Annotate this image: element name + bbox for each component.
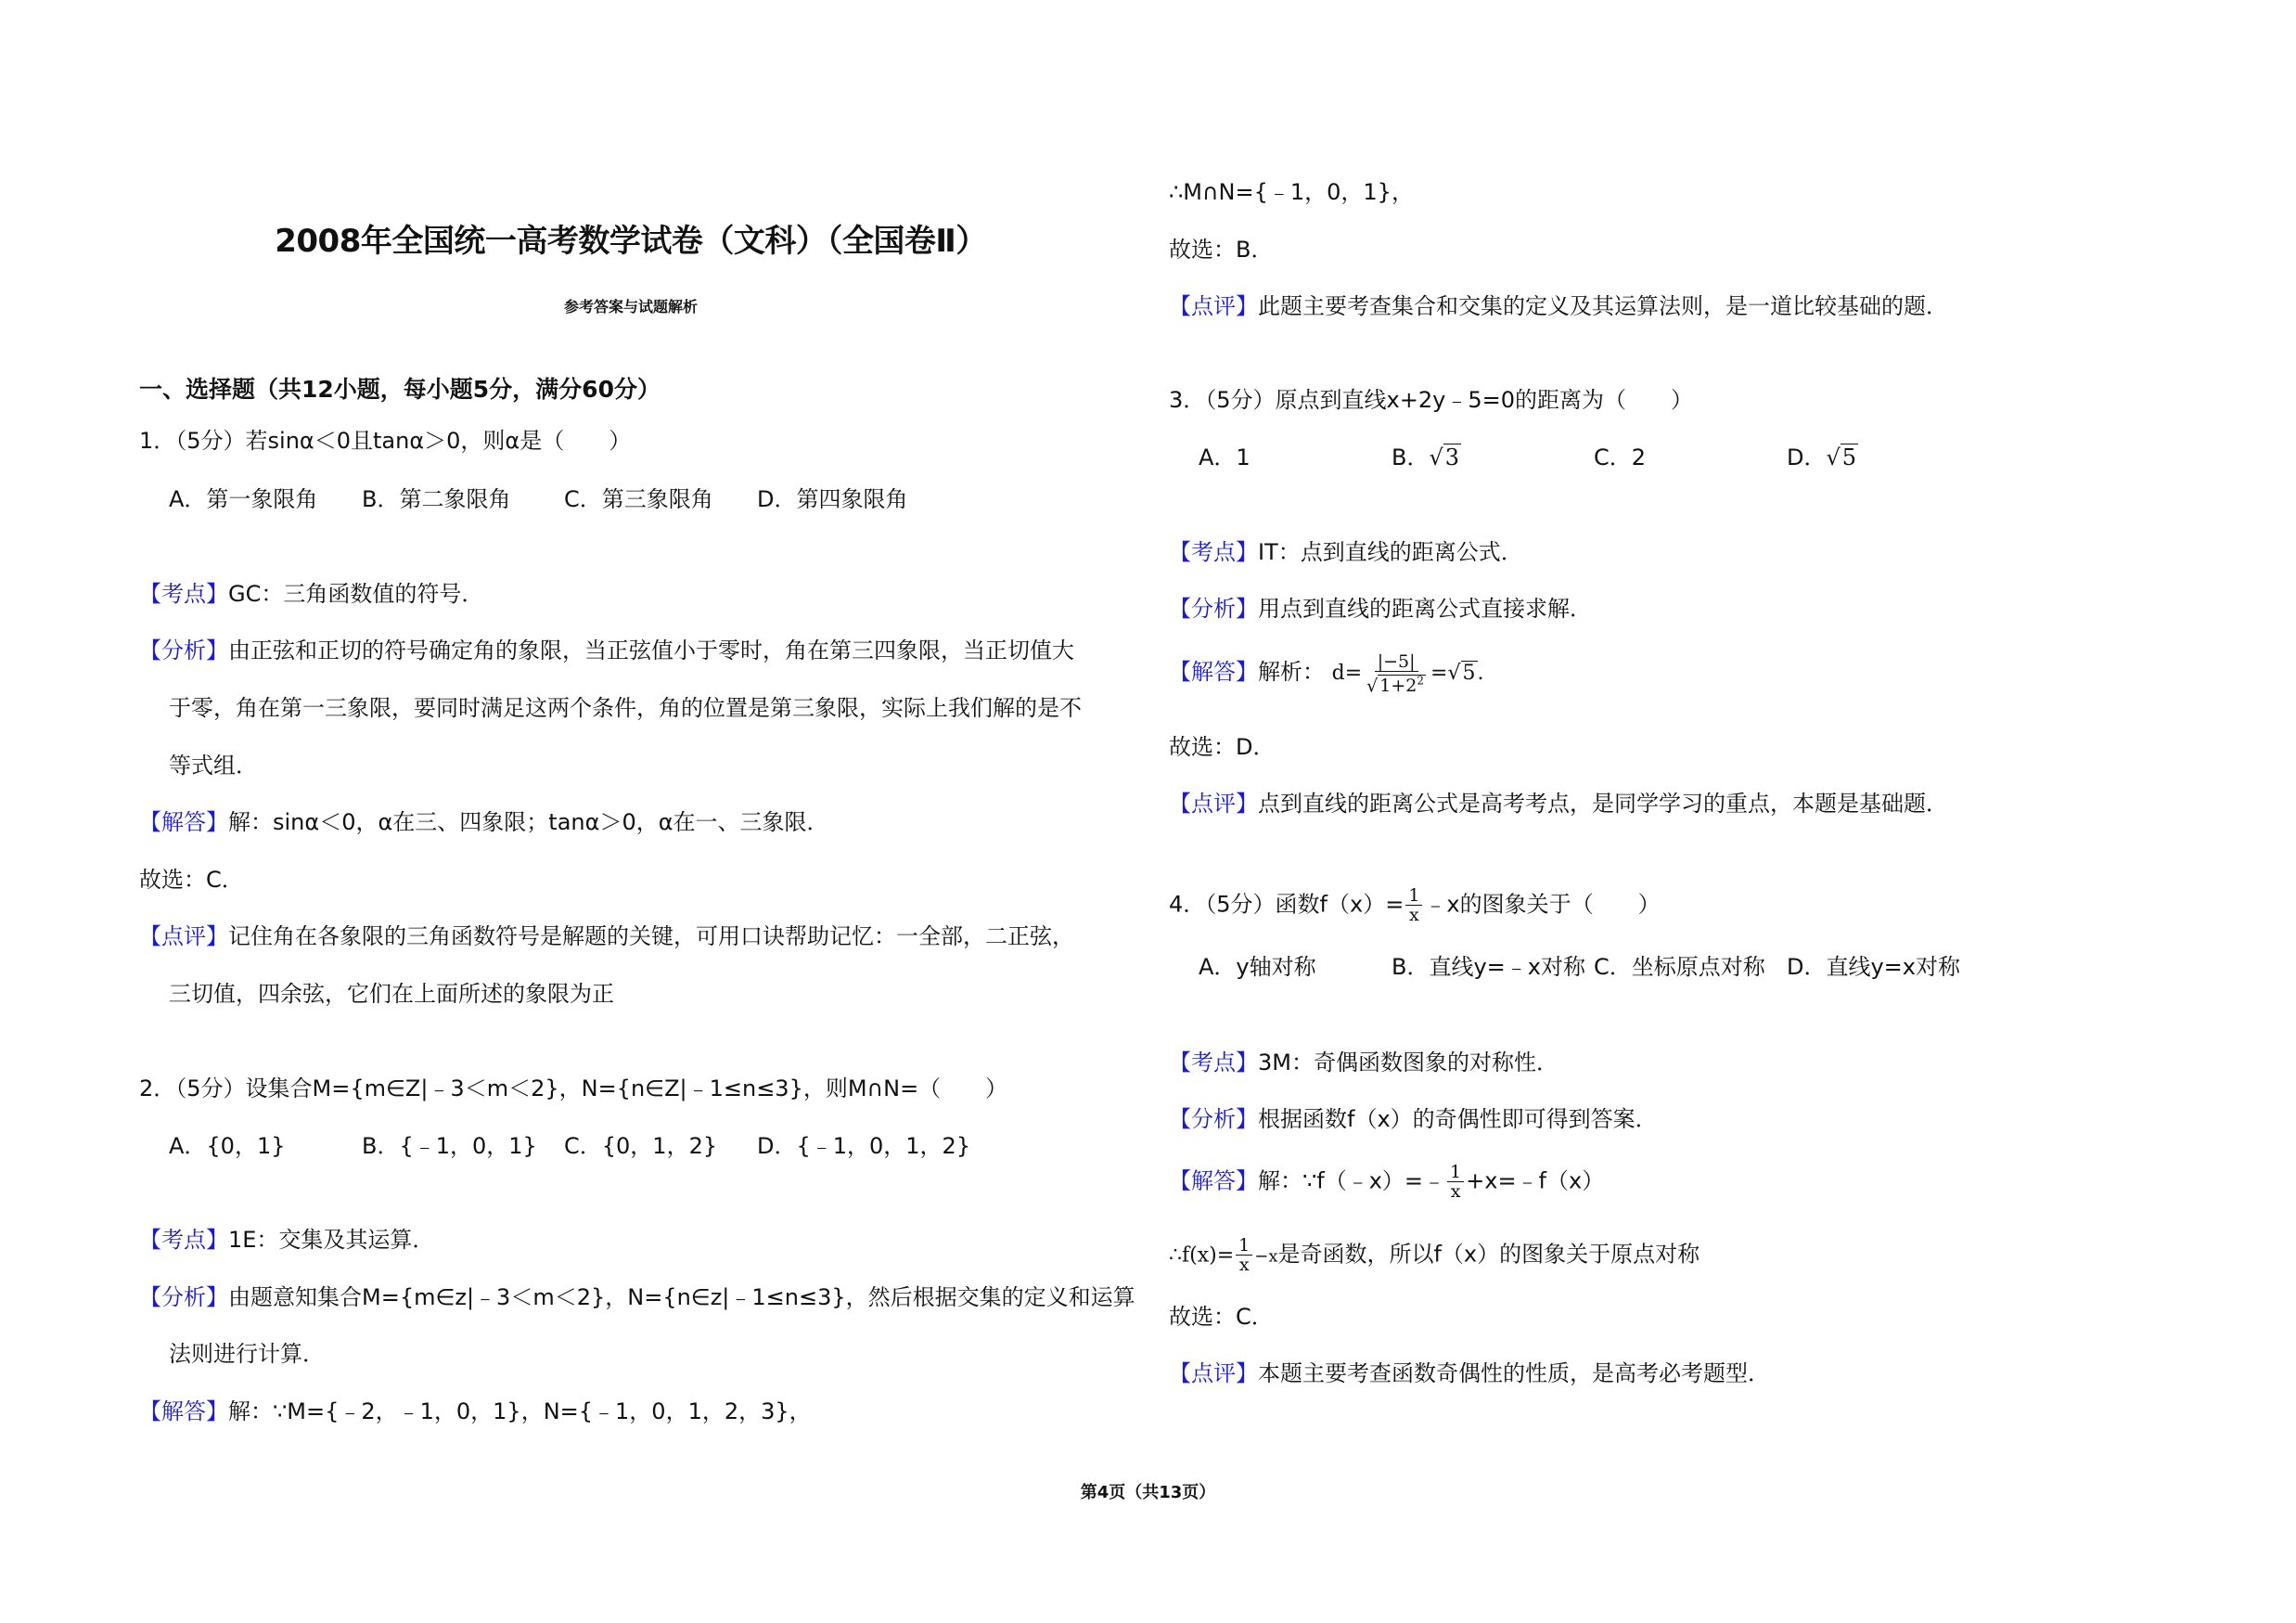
option-a: A．第一象限角 <box>169 486 318 512</box>
option-a: A．y轴对称 <box>1199 954 1316 980</box>
kaodian-label: 【考点】 <box>139 581 228 607</box>
option-a: A．{0，1} <box>169 1133 286 1159</box>
fenxi-text: 用点到直线的距离公式直接求解． <box>1258 596 1592 622</box>
fenxi-label: 【分析】 <box>1169 596 1258 622</box>
kaodian-text: 1E：交集及其运算． <box>228 1227 435 1253</box>
option-b: B．{﹣1，0，1} <box>362 1133 537 1159</box>
q1-answer: 故选：C． <box>139 867 244 893</box>
kaodian-label: 【考点】 <box>139 1227 228 1253</box>
fenxi-label: 【分析】 <box>139 638 228 663</box>
document-subtitle: 参考答案与试题解析 <box>563 298 698 316</box>
option-b: B．直线y=﹣x对称 <box>1392 954 1585 980</box>
fraction: $\frac{|-5|}{√ 1+2^2}$ <box>1366 651 1425 697</box>
fenxi-text: 由题意知集合M={m∈z|﹣3＜m＜2}，N={n∈z|﹣1≤n≤3}，然后根据交集的定义和运算 <box>228 1284 1135 1310</box>
dianping-label: 【点评】 <box>1169 791 1258 817</box>
section-heading: 一、选择题（共12小题，每小题5分，满分60分） <box>139 376 661 403</box>
q1-fenxi <box>139 637 1074 664</box>
q2-fenxi <box>139 1283 1135 1311</box>
fenxi-label: 【分析】 <box>1169 1106 1258 1132</box>
q4-answer: 故选：C． <box>1169 1304 1274 1330</box>
page-number: 第4页（共13页） <box>1080 1483 1216 1502</box>
jieda-text: 解：sinα＜0，α在三、四象限；tanα＞0，α在一、三象限． <box>228 809 829 835</box>
jieda-text: 解：∵M={﹣2，﹣1，0，1}，N={﹣1，0，1，2，3}， <box>228 1398 812 1424</box>
q1-jieda <box>139 808 829 836</box>
q1-dianping-cont: 三切值，四余弦，它们在上面所述的象限为正 <box>169 981 614 1007</box>
option-b: B．第二象限角 <box>362 486 511 512</box>
q4-conclusion: ∴f(x)= $\frac{1}{x}$ −x是奇函数，所以f（x）的图象关于原点对称 <box>1169 1235 1700 1275</box>
option-b: B．√3 <box>1392 444 1460 470</box>
fenxi-text: 根据函数f（x）的奇偶性即可得到答案． <box>1258 1106 1658 1132</box>
dianping-text: 此题主要考查集合和交集的定义及其运算法则，是一道比较基础的题． <box>1258 293 1948 319</box>
q4-dianping <box>1169 1359 1770 1387</box>
dianping-label: 【点评】 <box>1169 1360 1258 1386</box>
kaodian-label: 【考点】 <box>1169 1050 1258 1076</box>
q2-fenxi-cont: 法则进行计算． <box>169 1341 325 1367</box>
q1-fenxi-cont-2: 等式组． <box>169 753 258 779</box>
dianping-label: 【点评】 <box>139 923 228 949</box>
q2-jieda <box>139 1398 812 1425</box>
fraction: $\frac{1}{x}$ <box>1447 1163 1464 1201</box>
q1-kaodian <box>139 580 483 608</box>
dianping-text: 点到直线的距离公式是高考考点，是同学学习的重点，本题是基础题． <box>1258 791 1948 817</box>
q2-jieda-cont: ∴M∩N={﹣1，0，1}， <box>1169 179 1414 205</box>
q3-kaodian <box>1169 538 1523 566</box>
question-3-stem: 3．（5分）原点到直线x+2y﹣5=0的距离为（ ） <box>1169 387 1693 413</box>
fraction: $\frac{1}{x}$ <box>1236 1236 1252 1274</box>
option-d: D．√5 <box>1787 444 1857 470</box>
jieda-label: 【解答】 <box>1169 659 1258 686</box>
option-d: D．第四象限角 <box>757 486 908 512</box>
question-1-stem: 1．（5分）若sinα＜0且tanα＞0，则α是（ ） <box>139 428 632 454</box>
q3-answer: 故选：D． <box>1169 734 1276 760</box>
option-c: C．坐标原点对称 <box>1594 954 1765 980</box>
sqrt-icon: √5 <box>1826 444 1857 470</box>
jieda-label: 【解答】 <box>139 809 228 835</box>
q1-fenxi-cont-1: 于零，角在第一三象限，要同时满足这两个条件，角的位置是第三象限，实际上我们解的是不 <box>169 695 1082 721</box>
kaodian-text: 3M：奇偶函数图象的对称性． <box>1258 1050 1558 1076</box>
option-c: C．{0，1，2} <box>564 1133 718 1159</box>
q2-answer: 故选：B． <box>1169 237 1274 263</box>
option-a: A．1 <box>1199 444 1251 470</box>
dianping-text: 记住角在各象限的三角函数符号是解题的关键，可用口诀帮助记忆：一全部，二正弦， <box>228 923 1074 949</box>
fenxi-text: 由正弦和正切的符号确定角的象限，当正弦值小于零时，角在第三四象限，当正切值大 <box>228 638 1074 663</box>
kaodian-text: IT：点到直线的距离公式． <box>1258 539 1523 565</box>
option-c: C．第三象限角 <box>564 486 713 512</box>
option-d: D．{﹣1，0，1，2} <box>757 1133 971 1159</box>
q3-dianping <box>1169 790 1948 818</box>
q2-dianping <box>1169 292 1948 320</box>
sqrt-icon: √3 <box>1429 444 1460 470</box>
option-c: C．2 <box>1594 444 1647 470</box>
question-4-stem: 4．（5分）函数f（x）= $\frac{1}{x}$ ﹣x的图象关于（ ） <box>1169 885 1661 925</box>
q3-fenxi <box>1169 595 1592 623</box>
jieda-label: 【解答】 <box>139 1398 228 1424</box>
jieda-label: 【解答】 <box>1169 1167 1258 1194</box>
question-2-stem: 2．（5分）设集合M={m∈Z|﹣3＜m＜2}，N={n∈Z|﹣1≤n≤3}，则M∩N=（ ） <box>139 1076 1008 1101</box>
q1-dianping <box>139 922 1074 950</box>
fenxi-label: 【分析】 <box>139 1284 228 1310</box>
dianping-label: 【点评】 <box>1169 293 1258 319</box>
q4-kaodian <box>1169 1049 1558 1076</box>
distance-formula: d= $\frac{|-5|}{√ 1+2^2}$ =√5. <box>1331 651 1484 697</box>
q4-jieda: 【解答】解：∵f（﹣x）=﹣ $\frac{1}{x}$ +x=﹣f（x） <box>1169 1162 1605 1202</box>
option-d: D．直线y=x对称 <box>1787 954 1960 980</box>
kaodian-text: GC：三角函数值的符号． <box>228 581 484 607</box>
kaodian-label: 【考点】 <box>1169 539 1258 565</box>
fraction: $\frac{1}{x}$ <box>1405 886 1422 924</box>
dianping-text: 本题主要考查函数奇偶性的性质，是高考必考题型． <box>1258 1360 1770 1386</box>
q4-fenxi <box>1169 1105 1658 1133</box>
q3-jieda: 【解答】解析： d= $\frac{|-5|}{√ 1+2^2}$ =√5. <box>1169 651 1484 697</box>
document-title: 2008年全国统一高考数学试卷（文科）（全国卷Ⅱ） <box>275 223 987 260</box>
q2-kaodian <box>139 1226 434 1254</box>
